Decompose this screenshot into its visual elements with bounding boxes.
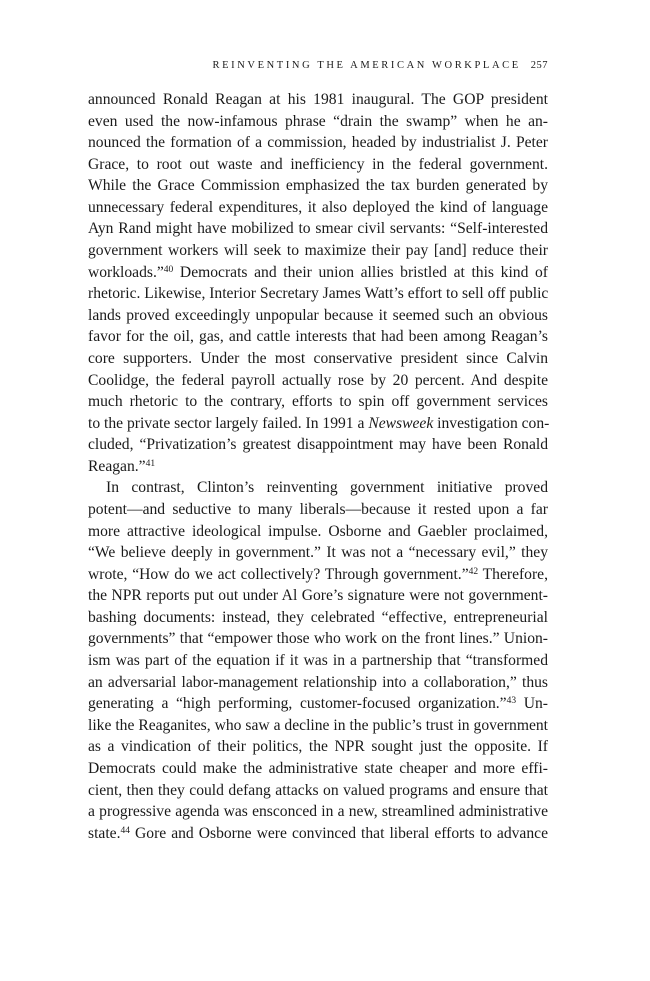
text-span: governments” that “empower those who work on the front lines.” Union-	[88, 630, 548, 648]
footnote-ref: 42	[468, 566, 479, 577]
text-line	[88, 305, 548, 327]
text-span: cluded, “Privatization’s greatest disappointment may have been Ronald	[88, 436, 548, 454]
text-span: bashing documents: instead, they celebrated “effective, entrepreneurial	[88, 608, 548, 626]
body-text	[88, 89, 548, 844]
text-span: Un-	[516, 695, 548, 713]
text-span: government workers will seek to maximize their pay [and] reduce their	[88, 242, 548, 260]
text-line	[88, 132, 548, 154]
text-line	[88, 521, 548, 543]
text-span: Democrats could make the administrative state cheaper and more effi-	[88, 759, 548, 777]
text-line	[88, 326, 548, 348]
text-line	[88, 154, 548, 176]
text-span: rhetoric. Likewise, Interior Secretary James Watt’s effort to sell off public	[88, 285, 549, 303]
text-span: workloads.”	[88, 263, 164, 281]
text-span: In contrast, Clinton’s reinventing government initiative proved	[106, 479, 548, 497]
text-line	[88, 564, 548, 586]
text-line	[88, 736, 548, 758]
text-span: Reagan.”	[88, 457, 146, 475]
text-span: more attractive ideological impulse. Osborne and Gaebler proclaimed,	[88, 522, 548, 540]
text-span: to the private sector largely failed. In 1991 a	[88, 414, 369, 432]
text-line	[88, 348, 548, 370]
text-span: announced Ronald Reagan at his 1981 inaugural. The GOP president	[88, 91, 548, 108]
text-span: Democrats and their union allies bristled at this kind of	[173, 263, 548, 281]
text-line	[88, 218, 548, 240]
text-line	[88, 456, 548, 478]
text-line	[88, 434, 548, 456]
text-line	[88, 89, 548, 111]
text-line	[88, 111, 548, 133]
text-line	[88, 672, 548, 694]
running-title: REINVENTING THE AMERICAN WORKPLACE	[212, 60, 521, 71]
text-span: nounced the formation of a commission, headed by industrialist J. Peter	[88, 134, 548, 152]
text-span: a progressive agenda was ensconced in a new, streamlined administrative	[88, 803, 548, 821]
footnote-ref: 43	[506, 696, 517, 707]
text-line	[88, 197, 548, 219]
text-line	[88, 693, 548, 715]
text-line	[88, 607, 548, 629]
text-span: core supporters. Under the most conservative president since Calvin	[88, 349, 548, 367]
text-span: investigation con-	[433, 414, 550, 432]
text-span: While the Grace Commission emphasized the tax burden generated by	[88, 177, 548, 195]
text-span: Coolidge, the federal payroll actually rose by 20 percent. And despite	[88, 371, 548, 389]
footnote-ref: 40	[163, 264, 174, 275]
text-span: Therefore,	[478, 565, 548, 583]
footnote-ref: 44	[120, 825, 130, 836]
footnote-ref: 41	[145, 458, 156, 469]
text-line	[88, 628, 548, 650]
running-head	[88, 60, 548, 71]
text-span: like the Reaganites, who saw a decline in the public’s trust in government	[88, 716, 548, 734]
text-span: state.	[88, 824, 121, 842]
text-span: Ayn Rand might have mobilized to smear civil servants: “Self-interested	[88, 220, 548, 238]
text-span: as a vindication of their politics, the NPR sought just the opposite. If	[88, 738, 548, 756]
text-span: Grace, to root out waste and inefficiency in the federal government.	[88, 155, 548, 173]
italic-text: Newsweek	[368, 414, 434, 432]
text-span: potent—and seductive to many liberals—because it rested upon a far	[88, 500, 548, 518]
text-span: favor for the oil, gas, and cattle interests that had been among Reagan’s	[88, 328, 548, 346]
text-line	[88, 780, 548, 802]
text-line	[88, 715, 548, 737]
text-line	[88, 823, 548, 845]
text-span: unnecessary federal expenditures, it also deployed the kind of language	[88, 198, 548, 216]
text-line	[88, 477, 548, 499]
text-span: Gore and Osborne were convinced that liberal efforts to advance	[129, 824, 548, 842]
text-line	[88, 413, 548, 435]
text-span: wrote, “How do we act collectively? Through government.”	[88, 565, 469, 583]
text-span: an adversarial labor-management relationship into a collaboration,” thus	[88, 673, 548, 691]
text-line	[88, 240, 548, 262]
text-line	[88, 801, 548, 823]
text-span: ism was part of the equation if it was in a partnership that “transformed	[88, 652, 548, 670]
text-span: cient, then they could defang attacks on valued programs and ensure that	[88, 781, 548, 799]
text-line	[88, 650, 548, 672]
text-line	[88, 391, 548, 413]
text-span: even used the now-infamous phrase “drain the swamp” when he an-	[88, 112, 548, 130]
text-line	[88, 585, 548, 607]
text-line	[88, 262, 548, 284]
text-line	[88, 283, 548, 305]
text-line	[88, 370, 548, 392]
text-span: the NPR reports put out under Al Gore’s signature were not government-	[88, 587, 548, 605]
text-line	[88, 499, 548, 521]
text-line	[88, 758, 548, 780]
page-number: 257	[530, 60, 548, 71]
text-span: generating a “high performing, customer-focused organization.”	[88, 695, 507, 713]
text-span: lands proved exceedingly unpopular because it seemed such an obvious	[88, 306, 548, 324]
text-line	[88, 542, 548, 564]
text-line	[88, 175, 548, 197]
text-span: “We believe deeply in government.” It was not a “necessary evil,” they	[88, 544, 548, 562]
text-span: much rhetoric to the contrary, efforts to spin off government services	[88, 393, 548, 411]
